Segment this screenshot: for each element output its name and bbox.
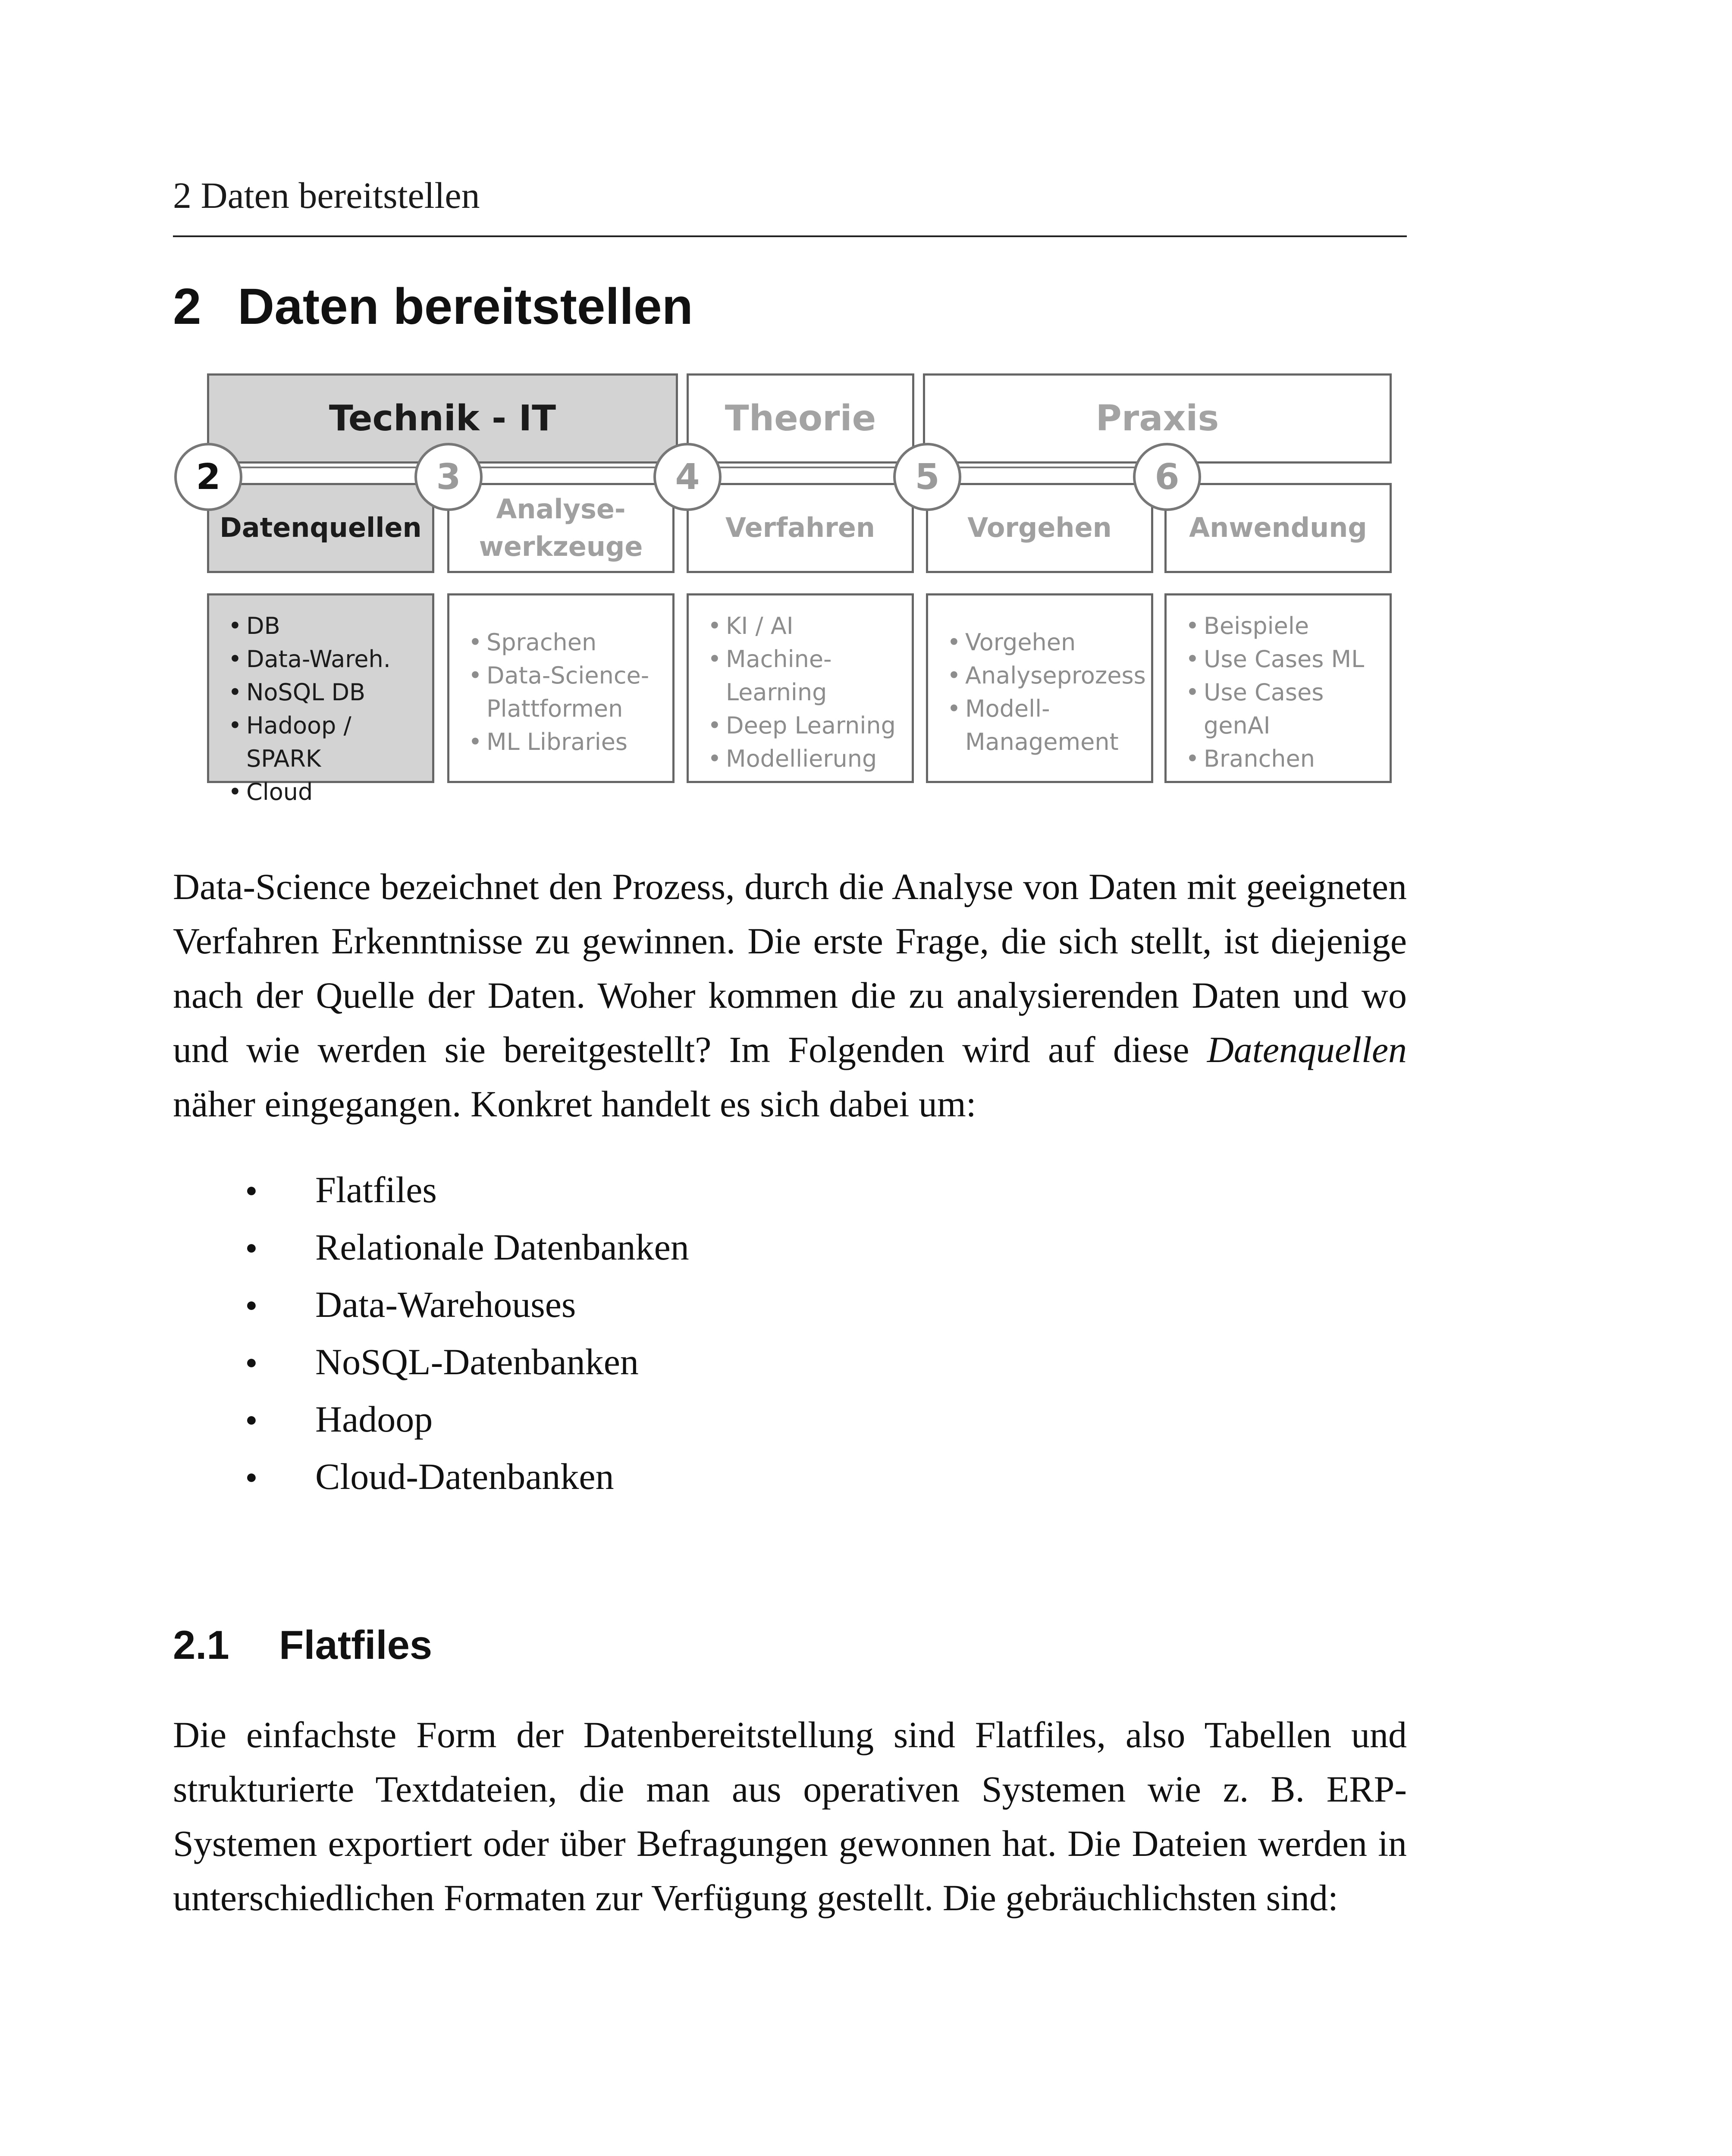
stage-label: Anwendung xyxy=(1189,512,1367,544)
list-item: ● NoSQL-Datenbanken xyxy=(173,1333,689,1391)
list-item: • ML Libraries xyxy=(461,725,672,758)
list-item: ● Hadoop xyxy=(173,1391,689,1448)
stage-number-circle: 5 xyxy=(893,443,961,511)
stage-datenquellen xyxy=(207,483,434,573)
intro-text: Data-Science bezeichnet den Prozess, durch die Analyse von Daten mit geeigneten Verfahren Erkenntnisse zu gewinnen. Die erste Frage, die sich stellt, ist diejenige nach der Quelle der Daten. Woher kommen die zu analysierenden Daten und wo und wie werden sie bereitgestellt? Im Folgenden wird auf diese xyxy=(173,866,1407,1070)
list-item: • Data-Science- xyxy=(461,659,672,692)
stage-analysewerkzeuge xyxy=(447,483,675,573)
stage-detail-list xyxy=(461,626,672,758)
intro-emphasis: Datenquellen xyxy=(1207,1029,1407,1070)
list-item: Management xyxy=(965,728,1119,755)
list-item: • Branchen xyxy=(1179,742,1390,775)
stage-number-circle: 4 xyxy=(653,443,722,511)
list-item: ● Relationale Datenbanken xyxy=(173,1219,689,1276)
stage-number-circle: 3 xyxy=(414,443,483,511)
section-title-text: Flatfiles xyxy=(279,1622,433,1667)
stage-label: Vorgehen xyxy=(967,512,1112,544)
list-item: Learning xyxy=(726,679,827,706)
list-item: Plattformen xyxy=(486,695,623,722)
list-item: • Analyseprozess xyxy=(940,659,1151,692)
list-item: • NoSQL DB xyxy=(221,676,432,709)
list-item: • Modell- xyxy=(940,692,1151,725)
header-rule xyxy=(173,235,1407,237)
stage-detail-list xyxy=(701,609,912,775)
stage-number-circle: 6 xyxy=(1133,443,1201,511)
section-paragraph: Die einfachste Form der Datenbereitstellung sind Flatfiles, also Tabellen und strukturierte Textdateien, die man aus operativen Systemen wie z. B. ERP-Systemen exportiert oder über Befragungen gewonnen hat. Die Dateien werden in unterschiedlichen Formaten zur Verfügung gestellt. Die gebräuchlichsten sind: xyxy=(173,1714,1407,1918)
list-item: • Hadoop / SPARK xyxy=(221,709,432,775)
list-item: • KI / AI xyxy=(701,609,912,642)
section-number: 2.1 xyxy=(173,1622,229,1667)
list-item: • Use Cases xyxy=(1179,676,1390,709)
stage-anwendung xyxy=(1164,483,1392,573)
list-item: • Vorgehen xyxy=(940,626,1151,659)
category-label: Praxis xyxy=(1095,398,1219,439)
stage-verfahren xyxy=(687,483,914,573)
list-item: • Modellierung xyxy=(701,742,912,775)
stage-detail-anwendung xyxy=(1164,593,1392,783)
chapter-number: 2 xyxy=(173,278,201,335)
category-label: Theorie xyxy=(725,398,876,439)
stage-detail-analysewerkzeuge xyxy=(447,593,675,783)
stage-vorgehen xyxy=(926,483,1153,573)
chapter-title-text: Daten bereitstellen xyxy=(238,278,693,335)
category-label: Technik - IT xyxy=(329,398,556,439)
stage-detail-vorgehen xyxy=(926,593,1153,783)
stage-detail-list xyxy=(221,609,432,808)
intro-paragraph xyxy=(173,859,1407,1131)
stage-label: Verfahren xyxy=(725,512,875,544)
list-item: • Sprachen xyxy=(461,626,672,659)
list-item: ● Cloud-Datenbanken xyxy=(173,1448,689,1505)
stage-detail-list xyxy=(940,626,1151,758)
category-theorie xyxy=(687,373,914,464)
list-item: ● Flatfiles xyxy=(173,1161,689,1219)
list-item: • DB xyxy=(221,609,432,642)
section-title xyxy=(173,1622,433,1667)
list-item: • Data-Wareh. xyxy=(221,642,432,676)
stage-detail-verfahren xyxy=(687,593,914,783)
list-item: genAI xyxy=(1204,712,1271,739)
list-item: • Deep Learning xyxy=(701,709,912,742)
list-item: ● Data-Warehouses xyxy=(173,1276,689,1333)
stage-number-circle: 2 xyxy=(174,443,242,511)
list-item: • Use Cases ML xyxy=(1179,642,1390,676)
stage-label-line1: Analyse- xyxy=(496,493,626,525)
list-item: • Cloud xyxy=(221,775,432,808)
stage-detail-list xyxy=(1179,609,1390,775)
stage-label: Datenquellen xyxy=(220,512,422,544)
stage-detail-datenquellen xyxy=(207,593,434,805)
data-source-list xyxy=(173,1161,689,1505)
running-head: 2 Daten bereitstellen xyxy=(173,175,480,216)
stage-label-line2: werkzeuge xyxy=(479,530,643,562)
chapter-title xyxy=(173,278,693,335)
list-item: • Machine- xyxy=(701,642,912,676)
intro-text-end: näher eingegangen. Konkret handelt es sich dabei um: xyxy=(173,1083,976,1125)
list-item: • Beispiele xyxy=(1179,609,1390,642)
